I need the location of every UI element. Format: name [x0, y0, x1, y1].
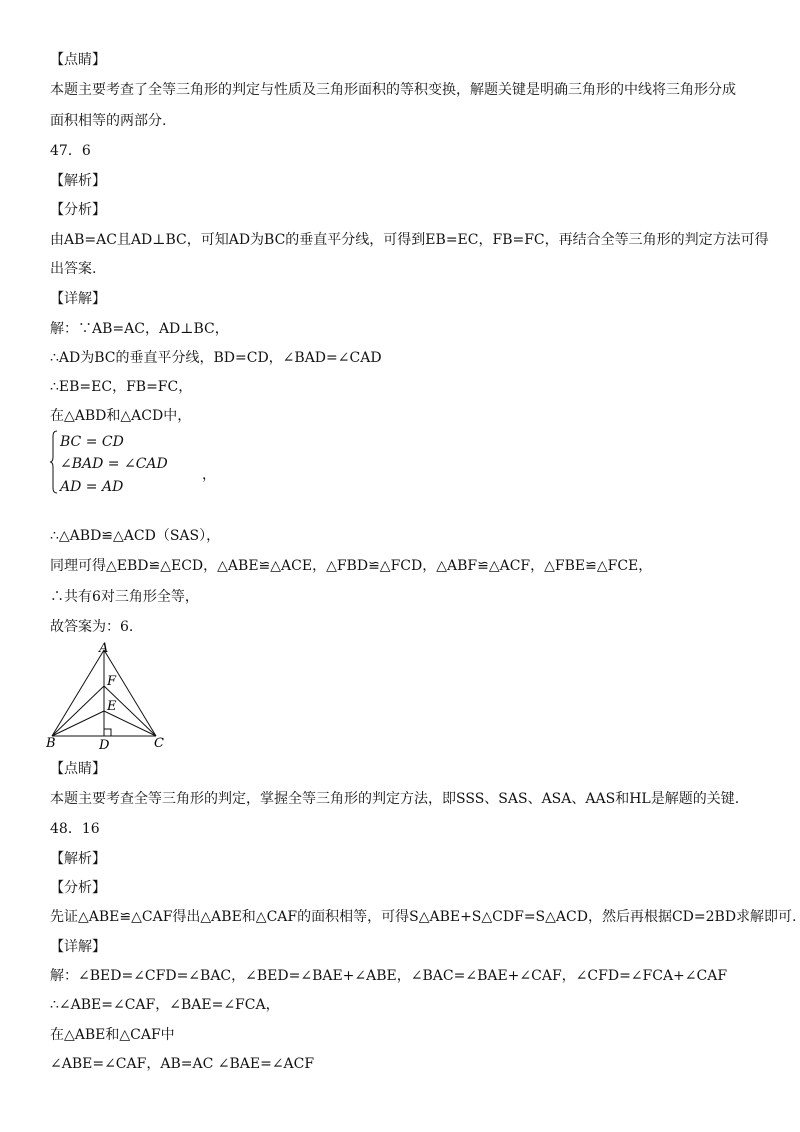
right-angle-mark — [104, 729, 111, 736]
point-label-f: F — [107, 674, 117, 689]
solution-line: 在△ABE和△CAF中 — [50, 1027, 175, 1043]
geometry-figure — [44, 641, 174, 751]
solution-line: 在△ABD和△ACD中， — [50, 408, 192, 424]
paragraph-line: 出答案. — [50, 261, 97, 277]
solution-line: ∠ABE=∠CAF，AB=AC ∠BAE=∠ACF — [50, 1056, 315, 1072]
bracket-heading-xiangjie: 【详解】 — [50, 291, 106, 307]
solution-line: 同理可得△EBD≌△ECD，△ABE≌△ACE，△FBD≌△FCD，△ABF≌△ACF，△FBE≌△FCE， — [50, 558, 653, 574]
left-brace-icon — [50, 430, 58, 494]
equation-row: BC = CD — [60, 434, 124, 450]
solution-line: ∴共有6对三角形全等， — [50, 589, 199, 605]
question-number-47: 47．6 — [50, 143, 91, 159]
question-number-48: 48．16 — [50, 821, 100, 837]
equation-row: ∠BAD = ∠CAD — [60, 456, 168, 472]
bracket-heading-xiangjie: 【详解】 — [50, 939, 106, 955]
bracket-heading-fenxi: 【分析】 — [50, 880, 106, 896]
bracket-heading-jiexi: 【解析】 — [50, 173, 106, 189]
point-label-c: C — [154, 736, 164, 751]
bracket-heading-dianjing: 【点睛】 — [50, 52, 106, 68]
equation-row: AD = AD — [60, 479, 124, 495]
paragraph-line: 面积相等的两部分. — [50, 113, 167, 129]
solution-line: ∴∠ABE=∠CAF，∠BAE=∠FCA， — [50, 997, 280, 1013]
paragraph-line: 先证△ABE≌△CAF得出△ABE和△CAF的面积相等，可得S△ABE+S△CDF=S△ACD，然后再根据CD=2BD求解即可. — [50, 909, 797, 925]
bracket-heading-jiexi: 【解析】 — [50, 851, 106, 867]
solution-line: 解：∵AB=AC，AD⊥BC， — [50, 321, 229, 337]
solution-line: ∴EB=EC，FB=FC， — [50, 379, 193, 395]
equation-system — [50, 428, 216, 498]
solution-line: ∴△ABD≌△ACD（SAS）， — [50, 528, 221, 544]
bracket-heading-dianjing: 【点睛】 — [50, 761, 106, 777]
point-label-b: B — [46, 736, 56, 751]
solution-line: 故答案为：6. — [50, 619, 134, 635]
solution-line: 解：∠BED=∠CFD=∠BAC，∠BED=∠BAE+∠ABE，∠BAC=∠BAE+∠CAF，∠CFD=∠FCA+∠CAF — [50, 968, 728, 984]
equation-comma: ， — [202, 467, 216, 483]
point-label-d: D — [99, 738, 110, 751]
point-label-e: E — [107, 699, 117, 714]
paragraph-line: 由AB=AC且AD⊥BC，可知AD为BC的垂直平分线，可得到EB=EC，FB=FC，再结合全等三角形的判定方法可得 — [50, 232, 769, 248]
solution-line: ∴AD为BC的垂直平分线，BD=CD，∠BAD=∠CAD — [50, 350, 382, 366]
paragraph-line: 本题主要考查全等三角形的判定，掌握全等三角形的判定方法，即SSS、SAS、ASA、AAS和HL是解题的关键. — [50, 791, 740, 807]
bracket-heading-fenxi: 【分析】 — [50, 202, 106, 218]
paragraph-line: 本题主要考查了全等三角形的判定与性质及三角形面积的等积变换，解题关键是明确三角形的中线将三角形分成 — [50, 82, 736, 98]
point-label-a: A — [99, 641, 109, 656]
